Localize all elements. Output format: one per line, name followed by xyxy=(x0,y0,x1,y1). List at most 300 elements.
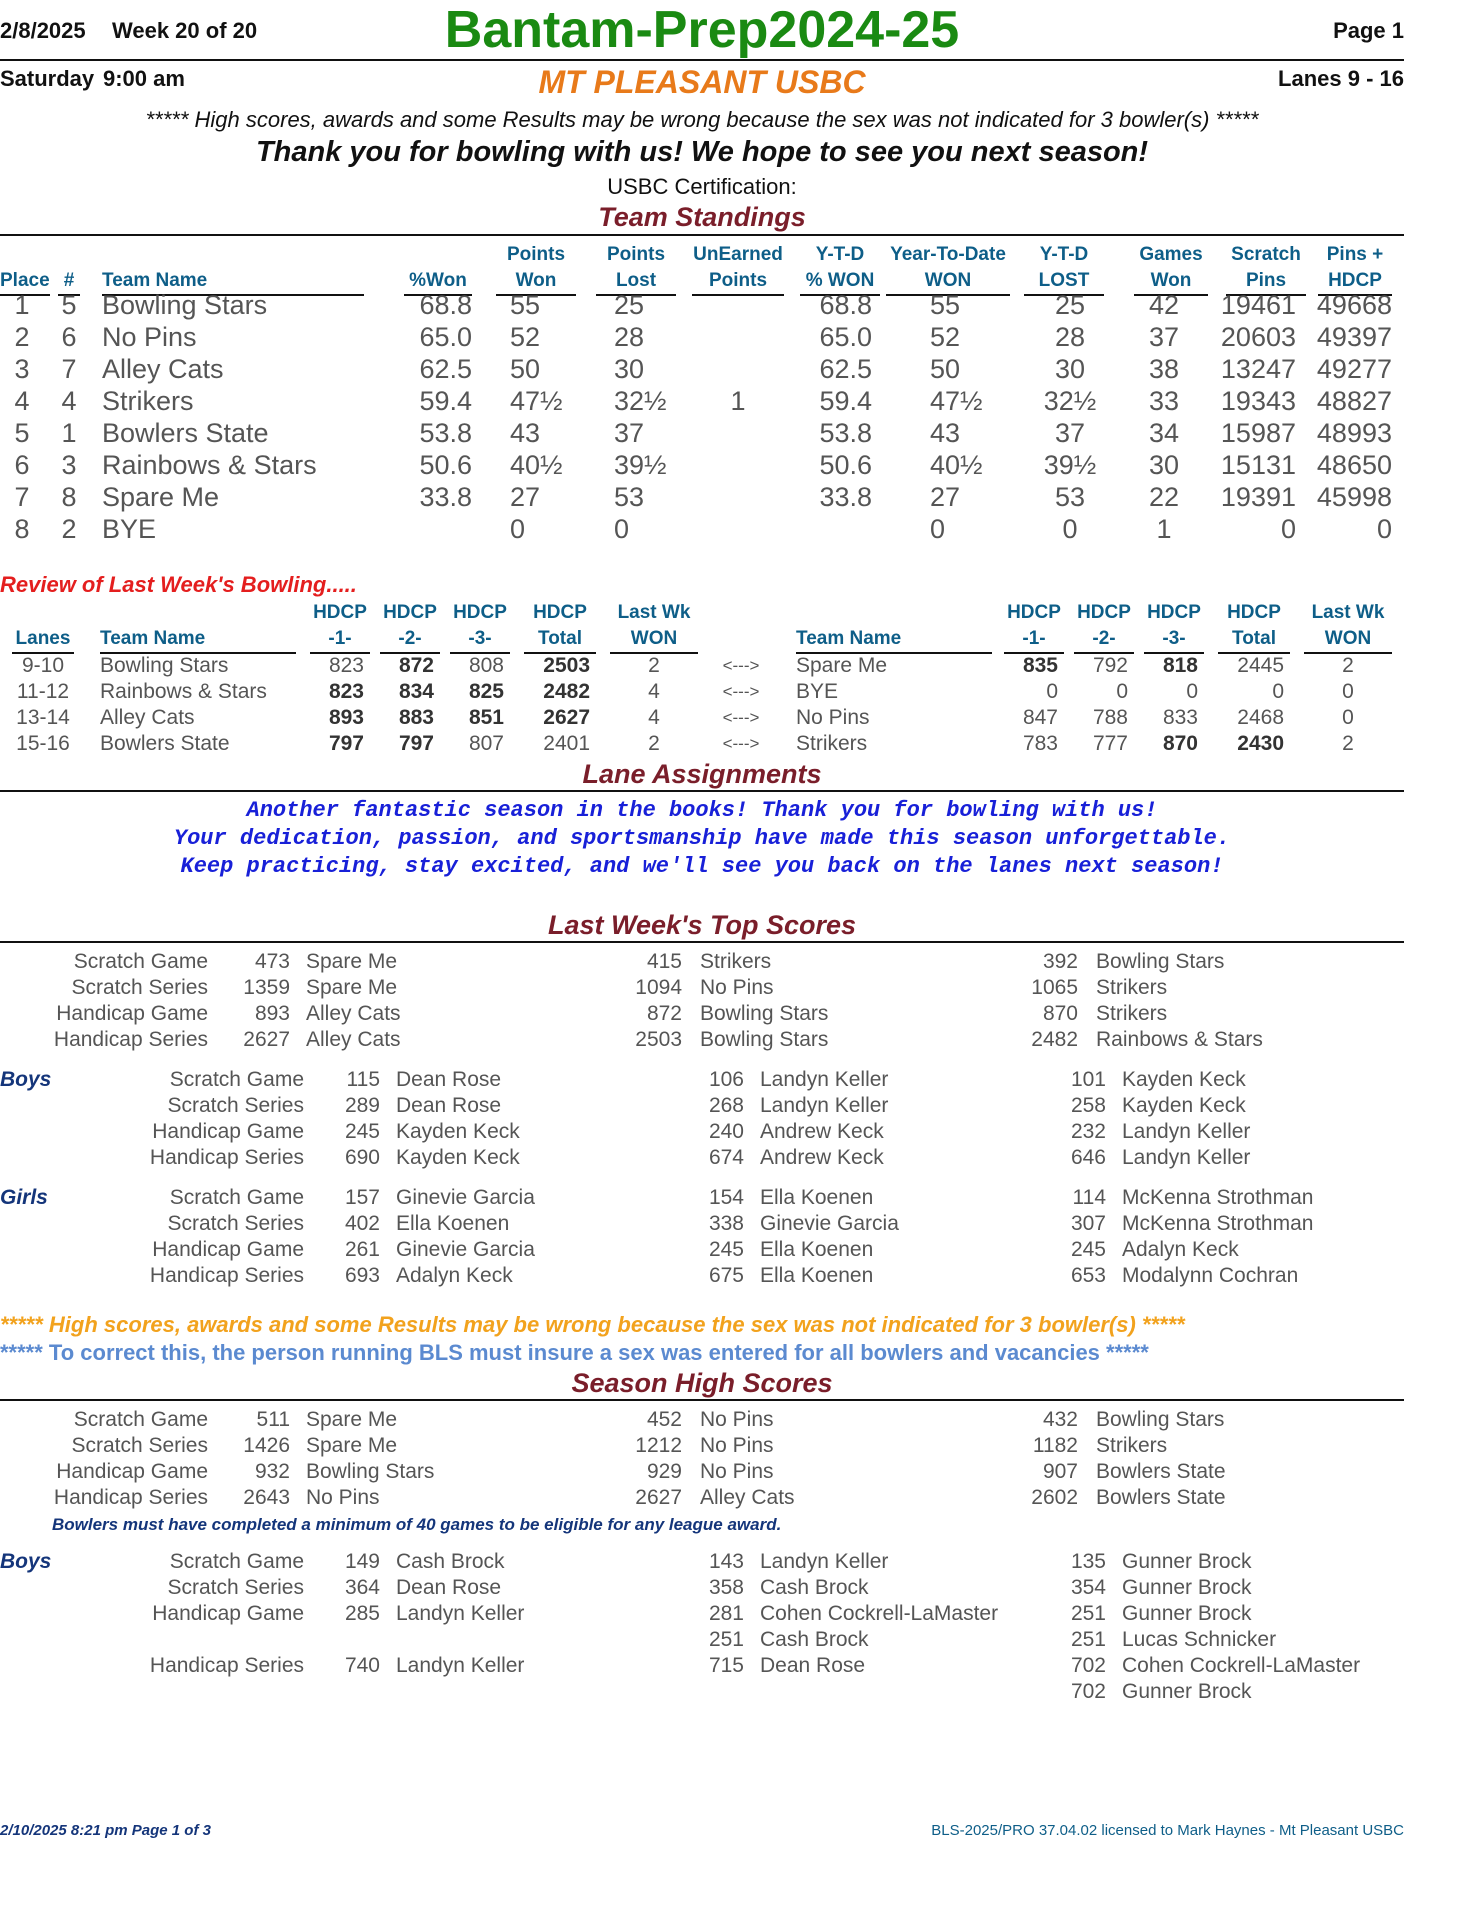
standings-hdcp: 48650 xyxy=(1316,450,1392,480)
rv-col-g2-2: -2- xyxy=(380,626,440,654)
page-number: Page 1 xyxy=(1333,18,1404,43)
season-high-title: Season High Scores xyxy=(571,1368,833,1398)
review-versus-arrow: <---> xyxy=(722,734,760,753)
score-value: 907 xyxy=(1042,1460,1078,1483)
score-value: 932 xyxy=(254,1460,290,1483)
col-place: Place xyxy=(0,268,50,296)
standings-team: No Pins xyxy=(102,322,197,352)
score-value: 452 xyxy=(646,1408,682,1431)
score-name: Dean Rose xyxy=(396,1068,502,1091)
score-value: 402 xyxy=(344,1212,380,1235)
score-value: 2602 xyxy=(1031,1486,1078,1509)
score-name: Cash Brock xyxy=(760,1628,869,1651)
season-high-rule xyxy=(0,1399,1404,1401)
score-value: 740 xyxy=(344,1654,380,1677)
review-total: 2627 xyxy=(543,706,590,729)
score-name: Ella Koenen xyxy=(760,1186,874,1209)
standings-scratch: 19391 xyxy=(1220,482,1296,512)
standings-games: 38 xyxy=(1148,354,1180,384)
standings-won: 52 xyxy=(510,322,541,352)
col-ytd-pct-1: Y-T-D xyxy=(815,244,865,265)
score-value: 872 xyxy=(646,1002,682,1025)
standings-num: 2 xyxy=(61,514,77,544)
review-team: Bowlers State xyxy=(100,732,230,755)
review-team: Rainbows & Stars xyxy=(100,680,267,703)
score-label: Scratch Game xyxy=(169,1186,304,1209)
standings-pct: 53.8 xyxy=(419,418,472,448)
standings-ytd_won: 43 xyxy=(930,418,961,448)
standings-team: Strikers xyxy=(102,386,194,416)
review-total: 2468 xyxy=(1237,706,1284,729)
score-label: Scratch Game xyxy=(169,1068,304,1091)
standings-ytd_pct: 50.6 xyxy=(819,450,872,480)
standings-ytd_pct: 59.4 xyxy=(819,386,872,416)
standings-place: 7 xyxy=(14,482,30,512)
standings-ytd_won: 40½ xyxy=(930,450,983,480)
score-name: Adalyn Keck xyxy=(396,1264,513,1287)
standings-won: 50 xyxy=(510,354,541,384)
score-value: 245 xyxy=(708,1238,744,1261)
rv-col-g2-1: HDCP xyxy=(383,602,437,623)
message-line-1: Another fantastic season in the books! Thank you for bowling with us! xyxy=(246,798,1158,823)
score-value: 2627 xyxy=(243,1028,290,1051)
score-name: Gunner Brock xyxy=(1122,1576,1252,1599)
review-g2: 883 xyxy=(398,706,434,729)
score-value: 307 xyxy=(1070,1212,1106,1235)
score-value: 653 xyxy=(1070,1264,1106,1287)
standings-hdcp: 48993 xyxy=(1316,418,1392,448)
standings-team: Alley Cats xyxy=(102,354,224,384)
review-g2: 872 xyxy=(398,654,434,677)
score-name: Landyn Keller xyxy=(760,1094,889,1117)
message-line-2: Your dedication, passion, and sportsmanship have made this season unforgettable. xyxy=(173,826,1231,851)
standings-scratch: 15131 xyxy=(1220,450,1296,480)
standings-games: 34 xyxy=(1148,418,1180,448)
score-value: 392 xyxy=(1042,950,1078,973)
review-versus-arrow: <---> xyxy=(722,656,760,675)
score-name: Cash Brock xyxy=(396,1550,505,1573)
standings-num: 1 xyxy=(61,418,77,448)
score-label: Scratch Game xyxy=(73,950,208,973)
score-value: 511 xyxy=(256,1408,290,1431)
standings-lost: 25 xyxy=(614,290,645,320)
standings-scratch: 19343 xyxy=(1220,386,1296,416)
score-value: 258 xyxy=(1070,1094,1106,1117)
review-g1: 823 xyxy=(328,680,364,703)
score-name: Gunner Brock xyxy=(1122,1602,1252,1625)
score-name: Landyn Keller xyxy=(760,1068,889,1091)
score-value: 358 xyxy=(708,1576,744,1599)
score-label: Scratch Series xyxy=(71,1434,208,1457)
score-name: Strikers xyxy=(1096,1002,1168,1025)
review-lanes: 13-14 xyxy=(16,706,70,729)
score-name: Gunner Brock xyxy=(1122,1550,1252,1573)
standings-ytd_won: 50 xyxy=(930,354,961,384)
score-value: 149 xyxy=(344,1550,380,1573)
col-ytd-lost-2: LOST xyxy=(1024,268,1104,296)
score-value: 702 xyxy=(1070,1654,1106,1677)
rv-col-team: Team Name xyxy=(100,626,296,654)
review-team: Alley Cats xyxy=(100,706,195,729)
standings-place: 2 xyxy=(14,322,30,352)
score-value: 251 xyxy=(708,1628,744,1651)
score-value: 702 xyxy=(1070,1680,1106,1703)
standings-num: 4 xyxy=(61,386,77,416)
standings-lost: 39½ xyxy=(614,450,667,480)
score-value: 364 xyxy=(344,1576,380,1599)
standings-lost: 0 xyxy=(614,514,630,544)
review-lanes: 15-16 xyxy=(16,732,70,755)
score-label: Handicap Game xyxy=(56,1460,208,1483)
standings-place: 4 xyxy=(14,386,30,416)
score-value: 157 xyxy=(344,1186,380,1209)
score-name: Dean Rose xyxy=(760,1654,866,1677)
standings-won: 47½ xyxy=(510,386,563,416)
col-scratch-1: Scratch xyxy=(1231,244,1301,265)
review-g3: 870 xyxy=(1162,732,1198,755)
rv-col-g3-2: -3- xyxy=(450,626,510,654)
review-g3: 833 xyxy=(1162,706,1198,729)
lane-assignments-rule xyxy=(0,790,1404,792)
header-rule xyxy=(0,59,1404,61)
score-label: Handicap Series xyxy=(149,1264,304,1287)
col-scratch-2: Pins xyxy=(1226,268,1306,296)
score-value: 690 xyxy=(344,1146,380,1169)
score-name: Kayden Keck xyxy=(396,1146,520,1169)
score-label: Handicap Game xyxy=(56,1002,208,1025)
col-won-pct: %Won xyxy=(404,268,472,296)
score-name: Ella Koenen xyxy=(396,1212,510,1235)
rv-col-won-2-right: WON xyxy=(1304,626,1392,654)
standings-title: Team Standings xyxy=(598,202,806,232)
standings-ytd_pct: 33.8 xyxy=(819,482,872,512)
score-value: 285 xyxy=(344,1602,380,1625)
score-name: No Pins xyxy=(700,1460,774,1483)
score-value: 245 xyxy=(1070,1238,1106,1261)
score-name: Strikers xyxy=(700,950,772,973)
score-name: Rainbows & Stars xyxy=(1096,1028,1263,1051)
col-num: # xyxy=(58,268,80,296)
score-value: 1359 xyxy=(243,976,290,999)
rv-col-total-2: Total xyxy=(524,626,596,654)
standings-hdcp: 45998 xyxy=(1316,482,1392,512)
review-versus-arrow: <---> xyxy=(722,682,760,701)
score-name: Landyn Keller xyxy=(1122,1120,1251,1143)
rv-col-lanes: Lanes xyxy=(12,626,74,654)
review-total: 2445 xyxy=(1237,654,1284,677)
review-g1: 847 xyxy=(1022,706,1058,729)
score-label: Scratch Game xyxy=(169,1550,304,1573)
standings-ytd_won: 52 xyxy=(930,322,961,352)
standings-ytd_pct: 62.5 xyxy=(819,354,872,384)
score-name: Strikers xyxy=(1096,1434,1168,1457)
col-ytd-pct-2: % WON xyxy=(800,268,880,296)
standings-pct: 65.0 xyxy=(419,322,472,352)
rv-col-g3-1: HDCP xyxy=(453,602,507,623)
standings-ytd_won: 55 xyxy=(930,290,961,320)
standings-games: 22 xyxy=(1148,482,1180,512)
score-value: 114 xyxy=(1072,1186,1106,1209)
score-name: Bowling Stars xyxy=(1096,950,1225,973)
review-won: 4 xyxy=(648,680,660,703)
col-ytd-lost-1: Y-T-D xyxy=(1039,244,1089,265)
standings-team: Bowling Stars xyxy=(102,290,268,320)
standings-num: 8 xyxy=(61,482,77,512)
standings-num: 6 xyxy=(61,322,77,352)
score-value: 281 xyxy=(708,1602,744,1625)
standings-won: 43 xyxy=(510,418,541,448)
footer-license: BLS-2025/PRO 37.04.02 licensed to Mark Haynes - Mt Pleasant USBC xyxy=(931,1822,1404,1839)
sex-warning: ***** High scores, awards and some Results may be wrong because the sex was not indicated for 3 bowler(s) ***** xyxy=(145,107,1259,132)
review-g3: 807 xyxy=(468,732,504,755)
standings-team: Bowlers State xyxy=(102,418,269,448)
score-value: 261 xyxy=(344,1238,380,1261)
score-value: 675 xyxy=(708,1264,744,1287)
score-name: Bowling Stars xyxy=(306,1460,435,1483)
score-value: 1065 xyxy=(1031,976,1078,999)
review-team: BYE xyxy=(796,680,839,703)
score-name: Spare Me xyxy=(306,1434,398,1457)
score-name: Landyn Keller xyxy=(1122,1146,1251,1169)
review-g1: 893 xyxy=(328,706,364,729)
review-total: 2401 xyxy=(543,732,590,755)
review-team: Strikers xyxy=(796,732,868,755)
score-label: Handicap Game xyxy=(152,1120,304,1143)
score-label: Handicap Series xyxy=(53,1028,208,1051)
standings-pct: 62.5 xyxy=(419,354,472,384)
standings-num: 7 xyxy=(61,354,77,384)
review-g1: 823 xyxy=(328,654,364,677)
sex-warning-notice: ***** High scores, awards and some Results may be wrong because the sex was not indicated for 3 bowler(s) ***** xyxy=(0,1312,1185,1337)
review-won: 0 xyxy=(1342,706,1354,729)
col-points-won-2: Won xyxy=(496,268,576,296)
league-title: Bantam-Prep2024-25 xyxy=(444,1,960,59)
score-label: Handicap Series xyxy=(149,1654,304,1677)
review-won: 2 xyxy=(1342,654,1354,677)
review-won: 4 xyxy=(648,706,660,729)
standings-ytd_lost: 39½ xyxy=(1043,450,1097,480)
review-won: 2 xyxy=(648,732,660,755)
score-label: Handicap Series xyxy=(53,1486,208,1509)
score-value: 2503 xyxy=(635,1028,682,1051)
col-pins-hdcp-2: HDCP xyxy=(1318,268,1392,296)
standings-ytd_pct: 65.0 xyxy=(819,322,872,352)
footer-timestamp: 2/10/2025 8:21 pm Page 1 of 3 xyxy=(0,1822,211,1839)
review-total: 2482 xyxy=(543,680,590,703)
score-name: McKenna Strothman xyxy=(1122,1186,1314,1209)
score-name: Kayden Keck xyxy=(396,1120,520,1143)
review-lanes: 11-12 xyxy=(16,680,70,703)
score-label: Scratch Series xyxy=(167,1576,304,1599)
review-total: 2430 xyxy=(1237,732,1284,755)
review-g3: 851 xyxy=(468,706,504,729)
score-value: 154 xyxy=(708,1186,744,1209)
review-g1: 0 xyxy=(1046,680,1058,703)
score-value: 240 xyxy=(708,1120,744,1143)
standings-ytd_lost: 32½ xyxy=(1043,386,1097,416)
lanes-label: Lanes 9 - 16 xyxy=(1278,66,1404,91)
review-g2: 834 xyxy=(398,680,434,703)
standings-hdcp: 49277 xyxy=(1316,354,1392,384)
col-points-lost-1: Points xyxy=(606,244,666,265)
standings-pct: 59.4 xyxy=(419,386,472,416)
standings-won: 27 xyxy=(510,482,541,512)
score-name: Andrew Keck xyxy=(760,1120,884,1143)
standings-games: 1 xyxy=(1156,514,1172,544)
review-g2: 777 xyxy=(1092,732,1128,755)
review-team: Spare Me xyxy=(796,654,888,677)
standings-rule xyxy=(0,234,1404,236)
review-won: 2 xyxy=(648,654,660,677)
score-name: Cash Brock xyxy=(760,1576,869,1599)
score-value: 251 xyxy=(1070,1628,1106,1651)
score-value: 2643 xyxy=(243,1486,290,1509)
rv-col-total-1-right: HDCP xyxy=(1227,602,1281,623)
score-label: Handicap Game xyxy=(152,1238,304,1261)
standings-team: BYE xyxy=(102,514,157,544)
review-g1: 797 xyxy=(328,732,364,755)
score-name: Dean Rose xyxy=(396,1094,502,1117)
score-value: 106 xyxy=(708,1068,744,1091)
col-ytd-won-1: Year-To-Date xyxy=(890,244,1006,265)
standings-unearned: 1 xyxy=(730,386,746,416)
score-name: Strikers xyxy=(1096,976,1168,999)
score-name: No Pins xyxy=(700,976,774,999)
review-g3: 818 xyxy=(1162,654,1198,677)
standings-lost: 30 xyxy=(614,354,645,384)
col-unearned-2: Points xyxy=(692,268,784,296)
standings-won: 55 xyxy=(510,290,541,320)
standings-ytd_pct: 68.8 xyxy=(819,290,872,320)
review-g2: 797 xyxy=(398,732,434,755)
standings-ytd_won: 47½ xyxy=(930,386,983,416)
last-week-top-rule xyxy=(0,941,1404,943)
standings-pct: 50.6 xyxy=(419,450,472,480)
rv-col-total-2-right: Total xyxy=(1218,626,1290,654)
review-won: 2 xyxy=(1342,732,1354,755)
eligibility-note: Bowlers must have completed a minimum of 40 games to be eligible for any league award. xyxy=(52,1515,782,1534)
standings-place: 1 xyxy=(14,290,30,320)
standings-games: 37 xyxy=(1148,322,1180,352)
score-name: Alley Cats xyxy=(306,1002,401,1025)
score-value: 1182 xyxy=(1032,1434,1078,1457)
score-name: Bowling Stars xyxy=(1096,1408,1225,1431)
score-value: 674 xyxy=(708,1146,744,1169)
day-label: Saturday xyxy=(0,66,95,91)
score-name: Bowlers State xyxy=(1096,1460,1226,1483)
score-label: Scratch Series xyxy=(71,976,208,999)
score-name: No Pins xyxy=(306,1486,380,1509)
score-name: Bowlers State xyxy=(1096,1486,1226,1509)
standings-place: 5 xyxy=(14,418,30,448)
rv-col-total-1: HDCP xyxy=(533,602,587,623)
score-name: Modalynn Cochran xyxy=(1122,1264,1299,1287)
message-line-3: Keep practicing, stay excited, and we'll see you back on the lanes next season! xyxy=(180,854,1224,879)
standings-lost: 28 xyxy=(614,322,645,352)
standings-ytd_won: 0 xyxy=(930,514,946,544)
score-value: 354 xyxy=(1070,1576,1106,1599)
standings-num: 5 xyxy=(61,290,77,320)
rv-col-g2-2-right: -2- xyxy=(1074,626,1134,654)
score-name: Alley Cats xyxy=(700,1486,795,1509)
score-name: Cohen Cockrell-LaMaster xyxy=(1122,1654,1361,1677)
score-value: 1212 xyxy=(635,1434,682,1457)
standings-hdcp: 49668 xyxy=(1316,290,1392,320)
score-name: Cohen Cockrell-LaMaster xyxy=(760,1602,999,1625)
score-value: 415 xyxy=(646,950,682,973)
score-value: 1094 xyxy=(635,976,682,999)
rv-col-won-1-right: Last Wk xyxy=(1311,602,1385,623)
score-name: Ella Koenen xyxy=(760,1238,874,1261)
score-name: Dean Rose xyxy=(396,1576,502,1599)
rv-col-g2-1-right: HDCP xyxy=(1077,602,1131,623)
score-label: Scratch Series xyxy=(167,1212,304,1235)
review-g3: 825 xyxy=(468,680,504,703)
review-g2: 0 xyxy=(1116,680,1128,703)
score-value: 232 xyxy=(1070,1120,1106,1143)
score-name: Spare Me xyxy=(306,950,398,973)
standings-lost: 53 xyxy=(614,482,645,512)
score-value: 338 xyxy=(708,1212,744,1235)
score-name: Adalyn Keck xyxy=(1122,1238,1239,1261)
col-ytd-won-2: WON xyxy=(886,268,1010,296)
standings-team: Spare Me xyxy=(102,482,220,512)
score-name: Kayden Keck xyxy=(1122,1094,1246,1117)
standings-scratch: 0 xyxy=(1280,514,1296,544)
score-name: Spare Me xyxy=(306,976,398,999)
rv-col-won-2: WON xyxy=(610,626,698,654)
standings-ytd_lost: 0 xyxy=(1062,514,1078,544)
score-name: No Pins xyxy=(700,1434,774,1457)
score-name: Kayden Keck xyxy=(1122,1068,1246,1091)
score-value: 135 xyxy=(1070,1550,1106,1573)
score-name: Gunner Brock xyxy=(1122,1680,1252,1703)
standings-games: 30 xyxy=(1148,450,1180,480)
rv-col-g3-1-right: HDCP xyxy=(1147,602,1201,623)
standings-place: 6 xyxy=(14,450,30,480)
rv-col-g1-2-right: -1- xyxy=(1004,626,1064,654)
rv-col-g1-2: -1- xyxy=(310,626,370,654)
standings-ytd_lost: 28 xyxy=(1054,322,1086,352)
standings-games: 33 xyxy=(1148,386,1180,416)
last-week-top-title: Last Week's Top Scores xyxy=(547,910,857,940)
score-value: 115 xyxy=(346,1068,380,1091)
score-name: Ella Koenen xyxy=(760,1264,874,1287)
review-lanes: 9-10 xyxy=(21,654,65,677)
score-name: Alley Cats xyxy=(306,1028,401,1051)
standings-ytd_won: 27 xyxy=(930,482,961,512)
rv-col-g3-2-right: -3- xyxy=(1144,626,1204,654)
lane-assignments-title: Lane Assignments xyxy=(582,759,822,789)
standings-place: 3 xyxy=(14,354,30,384)
usbc-certification: USBC Certification: xyxy=(607,174,797,199)
thanks-message: Thank you for bowling with us! We hope to see you next season! xyxy=(255,136,1149,168)
score-name: Bowling Stars xyxy=(700,1028,829,1051)
col-points-won-1: Points xyxy=(506,244,566,265)
col-team: Team Name xyxy=(102,268,364,296)
score-label: Handicap Series xyxy=(149,1146,304,1169)
rv-col-team-right: Team Name xyxy=(796,626,992,654)
score-value: 473 xyxy=(254,950,290,973)
standings-lost: 32½ xyxy=(614,386,667,416)
standings-scratch: 13247 xyxy=(1220,354,1296,384)
score-value: 1426 xyxy=(243,1434,290,1457)
score-name: Bowling Stars xyxy=(700,1002,829,1025)
standings-scratch: 15987 xyxy=(1220,418,1296,448)
standings-hdcp: 49397 xyxy=(1316,322,1392,352)
standings-hdcp: 0 xyxy=(1376,514,1392,544)
col-points-lost-2: Lost xyxy=(596,268,676,296)
